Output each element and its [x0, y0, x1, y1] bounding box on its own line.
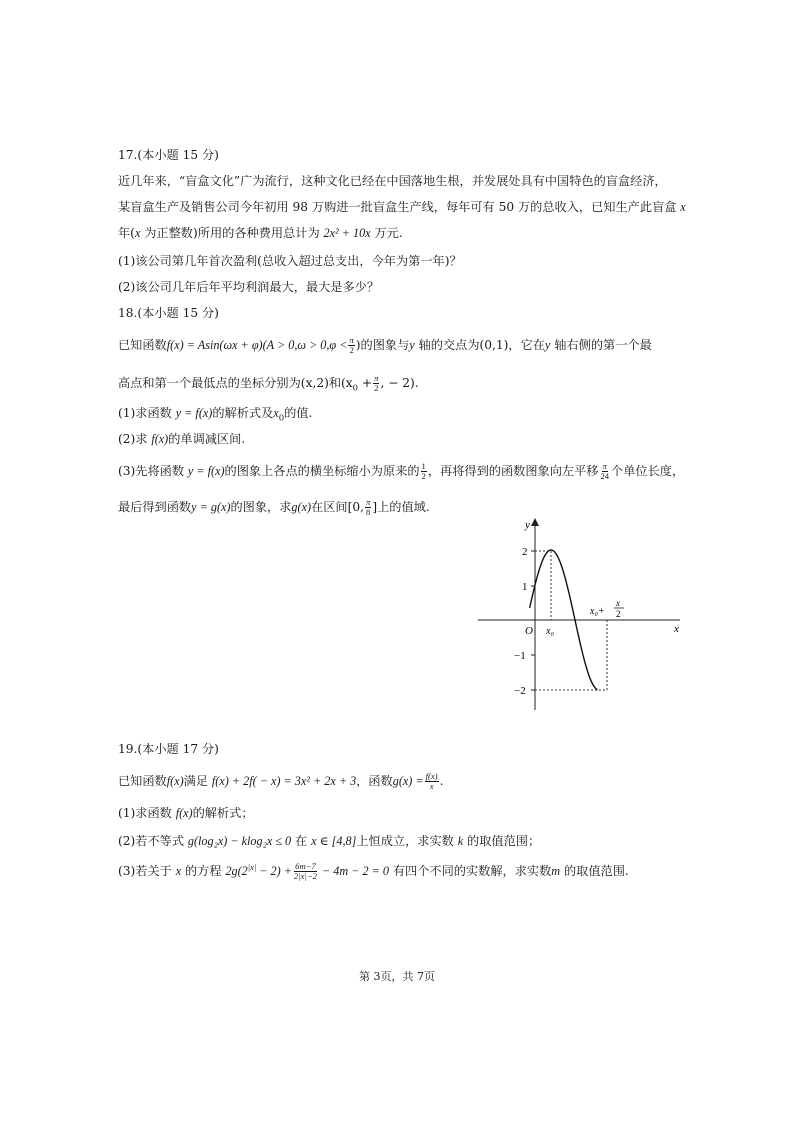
q18-formula: g(x) [291, 500, 312, 515]
q18-pi-over-8 [365, 498, 371, 517]
q18-number: 18. [118, 306, 138, 320]
q18-one-half [421, 462, 427, 481]
q18-formula: y = g(x) [191, 500, 231, 515]
q18-text: , − 2). [380, 376, 419, 391]
q17-cost-formula: 2x² + 10x [323, 226, 371, 240]
q19-text: 有四个不同的实数解，求实数 [388, 864, 552, 879]
superscript: |x| [247, 861, 257, 872]
subscript: 0 [352, 383, 359, 394]
q17-line2 [118, 200, 686, 215]
x0-shift-label: x₀+ [590, 606, 605, 617]
q17-line3 [118, 226, 403, 241]
q19-text: 在 [291, 834, 308, 848]
q17-line2-text: 某盲盒生产及销售公司今年初用 98 万购进一批盲盒生产线，每年可有 50 万的总收入，已知生产此盲盒 [118, 200, 677, 214]
q18-var-y: y [544, 338, 551, 353]
q19-equation-part: 2g(2 [225, 864, 248, 879]
q18-text: 已知函数 [118, 338, 167, 353]
q18-text: 轴右侧的第一个最 [550, 338, 652, 353]
q19-heading [118, 742, 219, 757]
q18-sub2 [118, 432, 245, 447]
frac-den: 24 [600, 471, 610, 482]
q18-text: 的图象上各点的横坐标缩小为原来的 [224, 464, 420, 479]
q19-domain: x ∈ [4,8] [311, 834, 357, 848]
x-axis-label: x [674, 623, 679, 635]
q19-sub1 [118, 806, 254, 821]
frac-den: 2 [374, 383, 379, 394]
frac-num: 1 [421, 461, 426, 471]
q18-text: (2)求 [118, 432, 148, 446]
q19-text: (2)若不等式 [118, 834, 185, 848]
q18-text: 的图象，求 [230, 500, 292, 515]
q17-points: (本小题 15 分) [137, 148, 219, 162]
tick-label-1: 1 [522, 581, 528, 593]
tick-label-2: 2 [522, 546, 528, 558]
q18-text: 高点和第一个最低点的坐标分别为(x,2)和(x [118, 376, 353, 391]
frac-den: 8 [366, 507, 371, 518]
q19-text: ，函数 [356, 774, 393, 789]
q18-var-y: y [409, 338, 415, 353]
y-axis-label: y [525, 519, 530, 531]
q19-formula: f(x) [166, 774, 184, 789]
q18-points: (本小题 15 分) [137, 306, 219, 320]
q18-text: 的解析式及 [212, 406, 274, 420]
q17-number: 17. [118, 148, 138, 162]
page-footer: 第 3页，共 7页 [359, 970, 435, 983]
frac-den: 2 [349, 345, 354, 356]
frac-num: π [602, 461, 607, 471]
q19-equation: f(x) + 2f( − x) = 3x² + 2x + 3 [211, 774, 357, 789]
x0-shift-den: 2 [616, 609, 621, 619]
frac-num: π [349, 335, 354, 345]
q18-formula: f(x) [151, 432, 169, 446]
q18-sub1 [118, 406, 313, 424]
q18-sub3-line1 [118, 462, 684, 481]
q17-line3-text-c: 万元. [370, 226, 403, 240]
q19-text: . [439, 774, 444, 789]
q19-equation-part: − 4m − 2 = 0 [318, 864, 389, 879]
q18-pi-over-24 [599, 462, 610, 481]
q18-pi-over-2b [373, 374, 379, 393]
q19-text: (3)若关于 [118, 864, 172, 879]
q18-text: (3)先将函数 [118, 464, 185, 479]
q18-text: 个单位长度， [611, 464, 685, 479]
q18-text: 的值. [284, 406, 313, 420]
q17-line3-text-b: 为正整数)所用的各种费用总计为 [140, 226, 320, 240]
frac-den: x [429, 781, 434, 792]
q19-text: 上恒成立，求实数 [356, 834, 454, 848]
q17-sub2: (2)该公司几年后年平均利润最大，最大是多少？ [118, 280, 380, 294]
q18-text: + [358, 376, 373, 391]
q17-var-x: x [680, 200, 686, 214]
q18-text: 的单调减区间. [168, 432, 246, 446]
q18-formula: y = f(x) [187, 464, 225, 479]
frac-num: 6m−7 [295, 861, 316, 871]
q19-number: 19. [118, 742, 138, 756]
q17-line1: 近几年来，“盲盒文化”广为流行，这种文化已经在中国落地生根，并发展处具有中国特色的盲盒经济， [118, 174, 667, 188]
q18-line1 [118, 336, 652, 355]
frac-num: π [366, 497, 371, 507]
q19-text: 的取值范围. [560, 864, 629, 879]
q18-text: (1)求函数 [118, 406, 172, 420]
q19-equation-part: − 2) + [256, 864, 292, 879]
q17-heading [118, 148, 219, 163]
q18-text: ]上的值域. [372, 500, 430, 515]
q19-fraction [293, 862, 318, 881]
q17-sub1: (1)该公司第几年首次盈利(总收入超过总支出，今年为第一年)？ [118, 254, 462, 268]
q17-line3-text-a: 年( [118, 226, 135, 240]
q19-text: 的方程 [181, 864, 222, 879]
q19-formula: g(x) = [392, 774, 424, 789]
tick-label-neg2: −2 [514, 685, 526, 697]
q19-var-m: m [551, 864, 561, 879]
q19-text: 的取值范围； [463, 834, 541, 848]
frac-num: π [374, 373, 379, 383]
origin-label: O [525, 625, 533, 637]
q17-var-x2: x [134, 226, 141, 240]
q18-pi-over-2 [348, 336, 354, 355]
q18-text: 最后得到函数 [118, 500, 192, 515]
q19-fx-over-x [425, 772, 439, 791]
q19-inequality: g(log₂x) − klog₂x ≤ 0 [187, 834, 292, 848]
q19-text: (1)求函数 [118, 806, 172, 820]
q18-var-x0: x [273, 406, 279, 420]
q19-sub2 [118, 834, 540, 849]
q19-line1 [118, 772, 443, 791]
x0-label: x₀ [546, 626, 554, 637]
q19-text: 已知函数 [118, 774, 167, 789]
q18-line2 [118, 374, 419, 393]
q19-formula: f(x) [175, 806, 193, 820]
function-graph [470, 510, 690, 710]
frac-den: 2|x|−2 [293, 871, 317, 882]
q18-heading [118, 306, 219, 321]
q19-text: 的解析式； [192, 806, 254, 820]
q18-formula: y = f(x) [175, 406, 213, 420]
frac-den: 2 [421, 471, 426, 482]
subscript: 0 [278, 413, 285, 424]
q19-points: (本小题 17 分) [137, 742, 219, 756]
q18-sub3-line2 [118, 498, 430, 517]
x0-shift-num: x [616, 598, 620, 608]
q19-var-k: k [457, 834, 464, 848]
q19-text: 满足 [183, 774, 209, 789]
q18-text: 轴的交点为(0,1)，它在 [414, 338, 545, 353]
q18-function: f(x) = Asin(ωx + φ)(A > 0,ω > 0,φ < [166, 338, 348, 353]
q18-text: )的图象与 [355, 338, 410, 353]
q18-text: ，再将得到的函数图象向左平移 [427, 464, 599, 479]
q19-var-x: x [175, 864, 182, 879]
tick-label-neg1: −1 [514, 650, 526, 662]
y-axis-arrow-icon [531, 518, 539, 526]
q18-text: 在区间[0, [311, 500, 364, 515]
frac-num: f(x) [425, 771, 438, 781]
q19-sub3 [118, 862, 629, 881]
